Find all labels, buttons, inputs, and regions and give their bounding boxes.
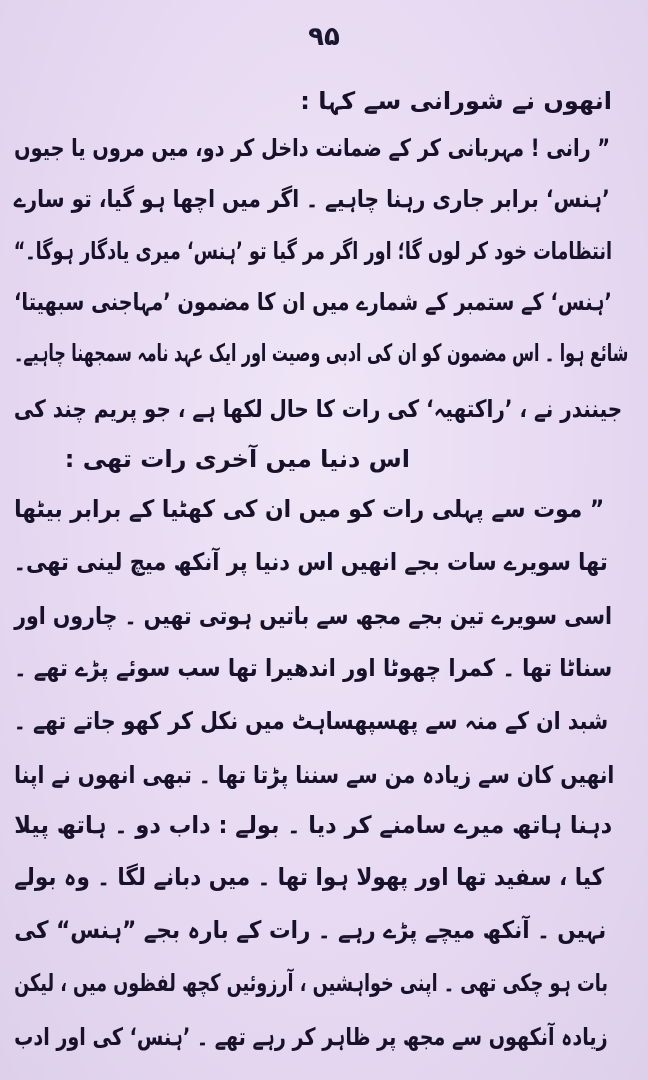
text-line: ” موت سے پہلی رات کو میں ان کی کھٹیا کے برابر بیٹھا: [13, 495, 604, 523]
text-line: ’ہنس‘ کے ستمبر کے شمارے میں ان کا مضمون ’مہاجنی سبھیتا‘: [14, 288, 612, 316]
text-line: ’ہنس‘ برابر جاری رہنا چاہیے ۔ اگر میں اچھا ہو گیا، تو سارے: [13, 185, 610, 213]
text-line: بات ہو چکی تھی ۔ اپنی خواہشیں ، آرزوئیں کچھ لفظوں میں ، لیکن: [14, 969, 608, 997]
text-line: اس دنیا میں آخری رات تھی :: [64, 445, 410, 473]
text-line: کیا ، سفید تھا اور پھولا ہوا تھا ۔ میں دبانے لگا ۔ وہ بولے: [14, 863, 604, 891]
text-line: زیادہ آنکھوں سے مجھ پر ظاہر کر رہے تھے ۔ ’ہنس‘ کی اور ادب: [14, 1023, 608, 1051]
text-line: ” رانی ! مہربانی کر کے ضمانت داخل کر دو، میں مروں یا جیوں: [14, 134, 610, 162]
text-line: انھوں نے شورانی سے کہا :: [300, 87, 612, 115]
text-line: شبد ان کے منہ سے پھسپھساہٹ میں نکل کر کھو جاتے تھے ۔: [13, 707, 608, 735]
text-line: انھیں کان سے زیادہ من سے سننا پڑتا تھا ۔ تبھی انھوں نے اپنا: [13, 761, 614, 789]
page-number: ۹۵: [308, 22, 340, 52]
text-line: دہنا ہاتھ میرے سامنے کر دیا ۔ بولے : داب دو ۔ ہاتھ پیلا: [14, 811, 612, 839]
text-line: تھا سویرے سات بجے انھیں اس دنیا پر آنکھ میچ لینی تھی۔: [13, 548, 608, 576]
text-line: اسی سویرے تین بجے مجھ سے باتیں ہوتی تھیں ۔ چاروں اور: [14, 602, 612, 630]
text-line: شائع ہوا ۔ اس مضمون کو ان کی ادبی وصیت اور ایک عہد نامہ سمجھنا چاہیے۔: [13, 339, 628, 367]
text-line: جینندر نے ، ’راکتھیہ‘ کی رات کا حال لکھا ہے ، جو پریم چند کی: [13, 395, 622, 423]
text-line: نہیں ۔ آنکھ میچے پڑے رہے ۔ رات کے بارہ بجے ”ہنس“ کی: [14, 916, 606, 944]
text-line: سناٹا تھا ۔ کمرا چھوٹا اور اندھیرا تھا سب سوئے پڑے تھے ۔: [13, 654, 612, 682]
text-line: انتظامات خود کر لوں گا؛ اور اگر مر گیا تو ’ہنس‘ میری یادگار ہوگا۔“: [13, 237, 612, 265]
